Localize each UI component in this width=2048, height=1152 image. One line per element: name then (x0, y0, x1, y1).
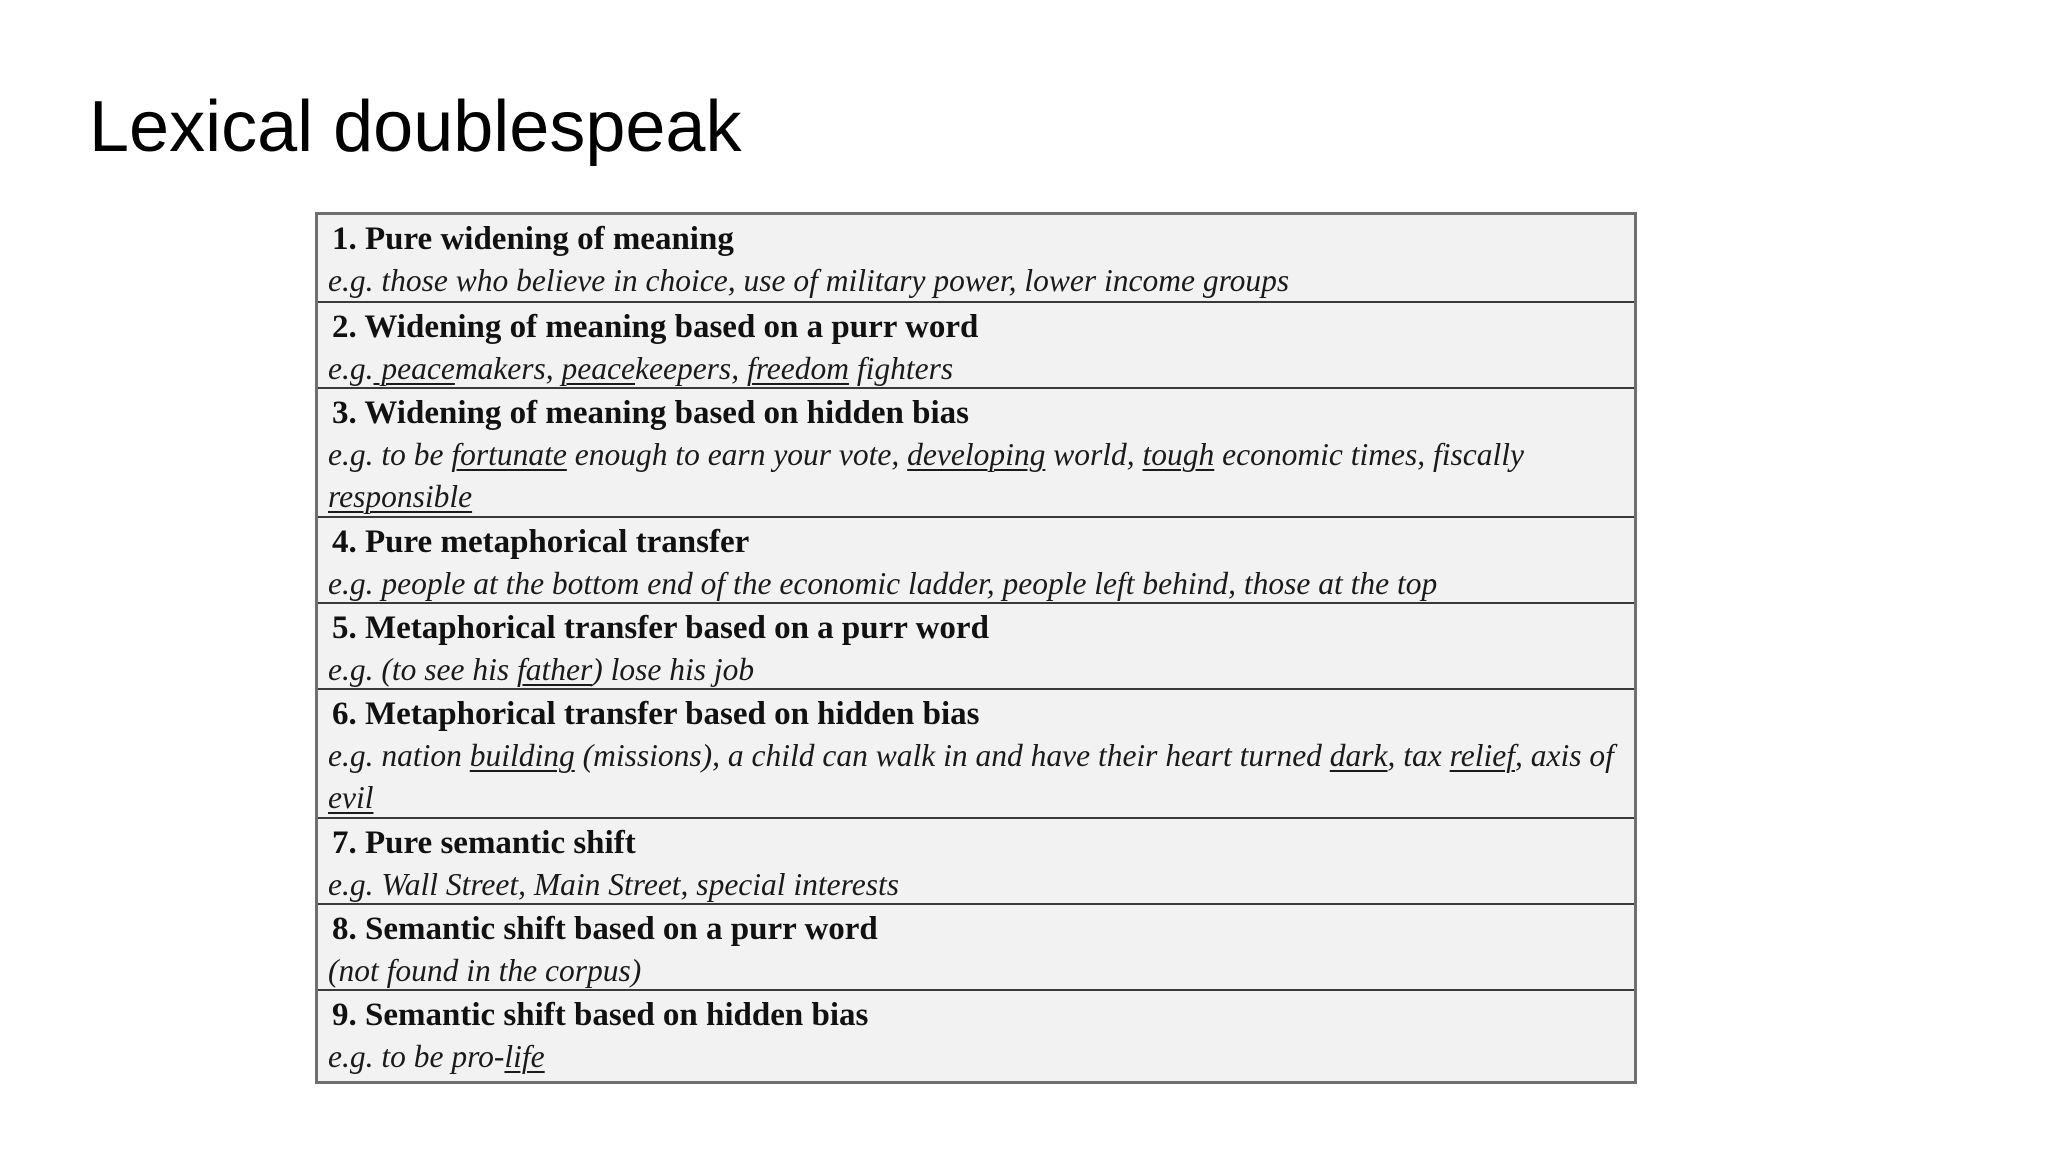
underlined-term: tough (1142, 437, 1215, 472)
example-text: e.g. people at the bottom end of the economic ladder, people left behind, those at the top (328, 566, 1438, 601)
example-text: e.g. those who believe in choice, use of military power, lower income groups (328, 263, 1290, 298)
row-example (328, 434, 1624, 516)
table-row (318, 903, 1634, 989)
example-text: , tax (1387, 738, 1450, 773)
underlined-term: peace (373, 351, 455, 386)
table-row (318, 301, 1634, 387)
row-example (328, 950, 1624, 989)
table-row (318, 989, 1634, 1081)
row-heading: 7. Pure semantic shift (332, 825, 636, 861)
example-text: , axis of (1514, 738, 1614, 773)
underlined-term: building (469, 738, 575, 773)
example-text: e.g. Wall Street, Main Street, special interests (328, 867, 899, 902)
example-text: keepers, (635, 351, 747, 386)
example-text: e.g. to be pro- (328, 1039, 505, 1074)
row-example (328, 260, 1624, 301)
example-text: e.g. nation (328, 738, 470, 773)
row-example (328, 563, 1624, 602)
row-example (328, 735, 1624, 817)
row-example (328, 649, 1624, 688)
underlined-term: responsible (328, 479, 473, 514)
example-text: economic times, fiscally (1214, 437, 1524, 472)
underlined-term: father (516, 652, 593, 687)
row-heading: 2. Widening of meaning based on a purr word (332, 309, 979, 345)
example-text: e.g. (328, 351, 374, 386)
row-example (328, 864, 1624, 903)
table-row (318, 688, 1634, 817)
example-text: (missions), a child can walk in and have their heart turned (574, 738, 1330, 773)
underlined-term: fortunate (451, 437, 567, 472)
example-text: fighters (849, 351, 954, 386)
row-heading: 9. Semantic shift based on hidden bias (332, 997, 869, 1033)
example-text: enough to earn your vote, (566, 437, 908, 472)
row-example (328, 1036, 1624, 1078)
table-row (318, 387, 1634, 516)
table-row (318, 817, 1634, 903)
table-row (318, 516, 1634, 602)
underlined-term: peace (561, 351, 635, 386)
example-text: ) lose his job (592, 652, 755, 687)
example-text: world, (1045, 437, 1143, 472)
example-text: (not found in the corpus) (328, 953, 642, 988)
table-row (318, 602, 1634, 688)
row-heading: 5. Metaphorical transfer based on a purr word (332, 610, 989, 646)
row-heading: 6. Metaphorical transfer based on hidden bias (332, 696, 980, 732)
row-heading: 1. Pure widening of meaning (332, 221, 734, 257)
example-text: e.g. to be (328, 437, 452, 472)
example-text: e.g. (to see his (328, 652, 517, 687)
underlined-term: relief (1449, 738, 1515, 773)
table-row (318, 215, 1634, 301)
underlined-term: developing (907, 437, 1046, 472)
slide-title: Lexical doublespeak (89, 87, 742, 167)
underlined-term: freedom (746, 351, 850, 386)
row-heading: 3. Widening of meaning based on hidden bias (332, 395, 969, 431)
example-text: makers, (454, 351, 562, 386)
row-heading: 4. Pure metaphorical transfer (332, 524, 750, 560)
row-heading: 8. Semantic shift based on a purr word (332, 911, 878, 947)
underlined-term: dark (1329, 738, 1388, 773)
row-example (328, 348, 1624, 387)
underlined-term: evil (328, 780, 374, 815)
underlined-term: life (504, 1039, 545, 1074)
doublespeak-table (315, 212, 1637, 1084)
